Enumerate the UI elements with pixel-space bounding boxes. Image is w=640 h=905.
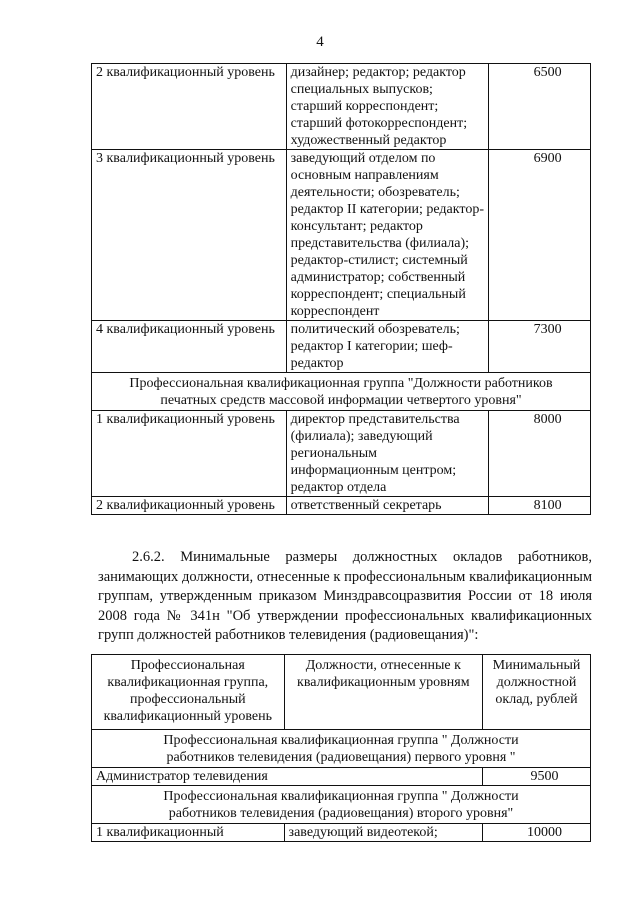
positions-cell: дизайнер; редактор; редактор специальных выпусков; старший корреспондент; старший фотокорреспондент; художественный редактор xyxy=(286,64,489,150)
salary-cell: 7300 xyxy=(489,321,591,373)
level-cell: 2 квалификационный уровень xyxy=(92,64,287,150)
group-row xyxy=(92,730,591,768)
header-min-salary: Минимальный должностной оклад, рублей xyxy=(483,655,591,730)
positions-cell: ответственный секретарь xyxy=(286,497,489,515)
salary-cell: 10000 xyxy=(483,824,591,842)
group-row xyxy=(92,373,591,411)
salary-table-television xyxy=(91,654,591,842)
table-row xyxy=(92,824,591,842)
header-positions: Должности, отнесенные к квалификационным уровням xyxy=(284,655,483,730)
salary-cell: 8100 xyxy=(489,497,591,515)
table-row xyxy=(92,497,591,515)
table-row xyxy=(92,411,591,497)
level-cell: 2 квалификационный уровень xyxy=(92,497,287,515)
section-paragraph-2-6-2: 2.6.2. Минимальные размеры должностных окладов работников, занимающих должности, отнесенные к профессиональным квалификационным группам, утвержденным приказом Минздравсоцразвития России от 18 июля 2008 года № 341н "Об утверждении профессиональных квалификационных групп должностей работников телевидения (радиовещания)": xyxy=(98,549,592,643)
table-row xyxy=(92,321,591,373)
positions-cell: директор представительства (филиала); заведующий региональным информационным центром; редактор отдела xyxy=(286,411,489,497)
positions-cell: заведующий видеотекой; xyxy=(284,824,483,842)
positions-cell: политический обозреватель; редактор I категории; шеф-редактор xyxy=(286,321,489,373)
salary-cell: 8000 xyxy=(489,411,591,497)
salary-cell: 9500 xyxy=(483,768,591,786)
table-row xyxy=(92,150,591,321)
group-title-tv-second-level: Профессиональная квалификационная группа " Должности работников телевидения (радиовещания) второго уровня" xyxy=(92,786,591,824)
page-number: 4 xyxy=(316,34,324,50)
table-row xyxy=(92,768,591,786)
salary-table-print-media xyxy=(91,63,591,515)
group-row xyxy=(92,786,591,824)
salary-cell: 6900 xyxy=(489,150,591,321)
position-cell: Администратор телевидения xyxy=(92,768,483,786)
salary-cell: 6500 xyxy=(489,64,591,150)
group-title-tv-first-level: Профессиональная квалификационная группа " Должности работников телевидения (радиовещания) первого уровня " xyxy=(92,730,591,768)
table-row xyxy=(92,64,591,150)
positions-cell: заведующий отделом по основным направлениям деятельности; обозреватель; редактор II категории; редактор-консультант; редактор представительства (филиала); редактор-стилист; системный администратор; собственный корреспондент; специальный корреспондент xyxy=(286,150,489,321)
level-cell: 1 квалификационный уровень xyxy=(92,411,287,497)
group-title-print-media-fourth-level: Профессиональная квалификационная группа "Должности работников печатных средств массовой информации четвертого уровня" xyxy=(92,373,591,411)
level-cell: 3 квалификационный уровень xyxy=(92,150,287,321)
table-header-row xyxy=(92,655,591,730)
header-qualification-group: Профессиональная квалификационная группа, профессиональный квалификационный уровень xyxy=(92,655,285,730)
level-cell: 4 квалификационный уровень xyxy=(92,321,287,373)
level-cell: 1 квалификационный xyxy=(92,824,285,842)
